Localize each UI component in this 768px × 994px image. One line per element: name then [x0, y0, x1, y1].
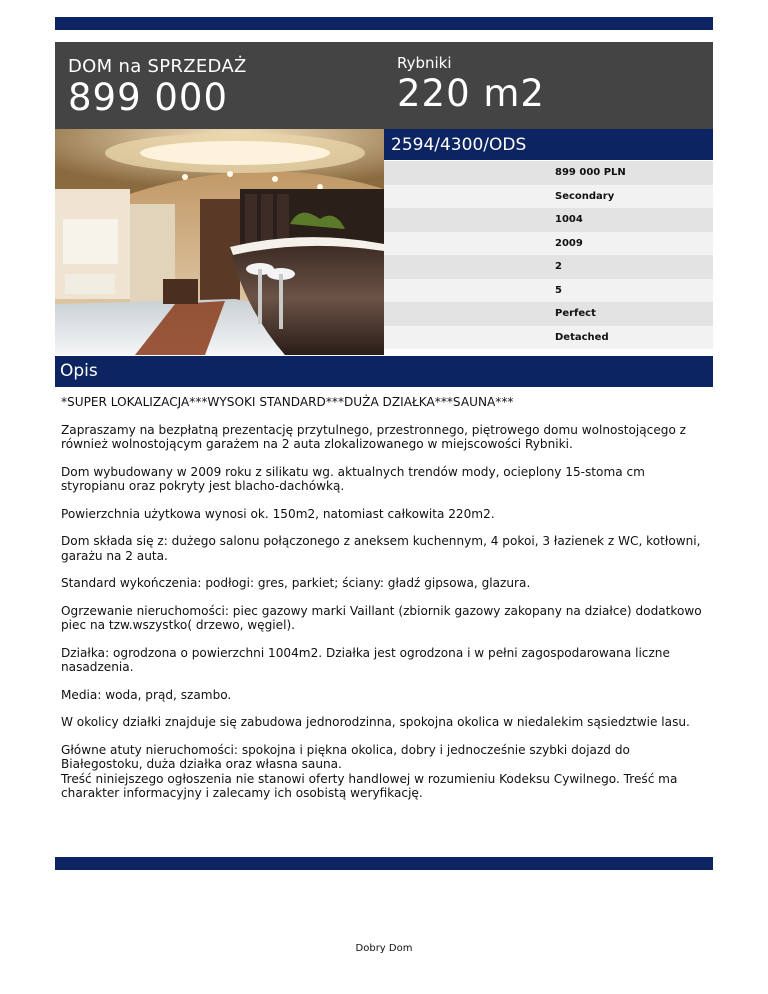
- reference-bar: [384, 129, 713, 160]
- disclaimer-paragraph: Treść niniejszego ogłoszenia nie stanowi oferty handlowej w rozumieniu Kodeksu Cywilnego. Treść ma charakter informacyjny i zalecamy ich osobistą weryfikację.: [61, 771, 678, 800]
- detail-row: [384, 279, 713, 303]
- description-heading-bar: [55, 356, 713, 387]
- footer-company: Dobry Dom: [355, 943, 413, 954]
- detail-price: 899 000 PLN: [555, 167, 626, 178]
- description-paragraph: Media: woda, prąd, szambo.: [61, 687, 232, 702]
- description-paragraph: Powierzchnia użytkowa wynosi ok. 150m2, natomiast całkowita 220m2.: [61, 506, 495, 521]
- description-body: [61, 395, 706, 801]
- detail-row: [384, 326, 713, 350]
- detail-row: [384, 255, 713, 279]
- detail-floors: 2: [555, 261, 562, 272]
- reference-number: 2594/4300/ODS: [391, 135, 527, 155]
- description-paragraph: Ogrzewanie nieruchomości: piec gazowy marki Vaillant (zbiornik gazowy zakopany na działce) dodatkowo piec na tzw.wszystko( drzewo, węgiel).: [61, 603, 702, 632]
- description-paragraph: *SUPER LOKALIZACJA***WYSOKI STANDARD***DUŻA DZIAŁKA***SAUNA***: [61, 395, 514, 409]
- description-paragraph: Standard wykończenia: podłogi: gres, parkiet; ściany: gładź gipsowa, glazura.: [61, 576, 531, 590]
- location-label: Rybniki: [397, 54, 452, 72]
- detail-row: [384, 185, 713, 209]
- details-table: [384, 161, 713, 349]
- description-paragraph: Działka: ogrodzona o powierzchni 1004m2. Działka jest ogrodzona i w pełni zagospodarowana liczne nasadzenia.: [61, 645, 670, 674]
- detail-plot-size: 1004: [555, 214, 583, 225]
- detail-building-type: Detached: [555, 331, 609, 343]
- detail-condition: Perfect: [555, 308, 596, 319]
- area-headline: 220 m2: [397, 72, 545, 115]
- bottom-accent-bar: [55, 857, 713, 870]
- property-photo: [55, 129, 384, 355]
- detail-market: Secondary: [555, 190, 615, 202]
- detail-row: [384, 302, 713, 326]
- description-paragraph: Główne atuty nieruchomości: spokojna i piękna okolica, dobry i jednocześnie szybki dojazd do Białegostoku, duża działka oraz własna sauna.: [61, 742, 630, 771]
- detail-rooms: 5: [555, 284, 562, 296]
- description-paragraph: Dom składa się z: dużego salonu połączonego z aneksem kuchennym, 4 pokoi, 3 łazienek z WC, kotłowni, garażu na 2 auta.: [61, 534, 701, 563]
- listing-header: [55, 42, 713, 129]
- detail-row: [384, 161, 713, 185]
- description-paragraph: W okolicy działki znajduje się zabudowa jednorodzinna, spokojna okolica w niedalekim sąsiedztwie lasu.: [61, 715, 690, 729]
- top-accent-bar: [55, 17, 713, 30]
- description-heading: Opis: [60, 361, 98, 381]
- detail-year: 2009: [555, 237, 583, 249]
- detail-row: [384, 208, 713, 232]
- price-headline: 899 000: [68, 76, 229, 119]
- property-type-label: DOM na SPRZEDAŻ: [68, 56, 247, 77]
- detail-row: [384, 232, 713, 256]
- description-paragraph: Zapraszamy na bezpłatną prezentację przytulnego, przestronnego, piętrowego domu wolnostojącego z również wolnostojącym garażem na 2 auta zlokalizowanego w miejscowości Rybniki.: [61, 422, 687, 451]
- description-paragraph: Dom wybudowany w 2009 roku z silikatu wg. aktualnych trendów mody, ocieplony 15-stoma cm styropianu oraz pokryty jest blacho-dachówką.: [61, 464, 645, 493]
